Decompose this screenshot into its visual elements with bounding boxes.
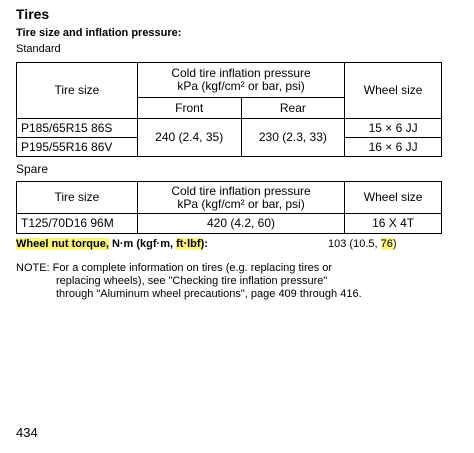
standard-tire-table [16,62,442,157]
header-pressure-line1: Cold tire inflation pressure [171,183,311,198]
section-title: Tires [16,6,50,22]
highlighted-text: ft·lbf [176,238,201,250]
section-subtitle: Tire size and inflation pressure: [16,27,182,39]
table-row [17,214,442,234]
header-tire-size: Tire size [17,182,138,214]
wheel-nut-torque-label [16,238,208,250]
header-wheel-size: Wheel size [345,63,442,119]
front-pressure-cell: 240 (2.4, 35) [137,119,241,157]
note-block [16,262,362,301]
spare-tire-table [16,181,442,234]
table-row [17,119,442,138]
note-line: replacing wheels), see "Checking tire inflation pressure" [56,275,328,287]
tire-size-cell: P195/55R16 86V [17,138,138,157]
highlighted-text: Wheel nut torque, [16,238,109,250]
torque-value-text: 103 (10.5, [328,238,381,250]
highlighted-text: 76 [380,238,393,250]
wheel-size-cell: 16 × 6 JJ [345,138,442,157]
wheel-nut-torque-value [328,238,397,250]
tire-size-cell: P185/65R15 86S [17,119,138,138]
tire-size-cell: T125/70D16 96M [17,214,138,234]
rear-pressure-cell: 230 (2.3, 33) [241,119,345,157]
header-pressure-line1: Cold tire inflation pressure [171,66,311,80]
header-pressure-line2: kPa (kgf/cm² or bar, psi) [177,196,305,211]
header-front: Front [137,98,241,119]
note-line: NOTE: For a complete information on tires (e.g. replacing tires or [16,262,333,274]
header-wheel-size: Wheel size [345,182,442,214]
torque-units-text: N·m (kgf·m, [108,238,177,250]
pressure-cell: 420 (4.2, 60) [137,214,344,234]
standard-label: Standard [16,43,61,55]
spare-label: Spare [16,162,49,176]
wheel-size-cell: 16 X 4T [345,214,442,234]
page-number: 434 [16,425,38,440]
torque-value-close: ) [392,238,397,250]
torque-units-close: ): [200,238,208,250]
wheel-size-cell: 15 × 6 JJ [345,119,442,138]
header-rear: Rear [241,98,345,119]
header-pressure-line2: kPa (kgf/cm² or bar, psi) [177,79,305,93]
header-tire-size: Tire size [17,63,138,119]
note-line: through "Aluminum wheel precautions", page 409 through 416. [56,288,362,300]
header-pressure [137,63,344,98]
header-pressure [137,182,344,214]
